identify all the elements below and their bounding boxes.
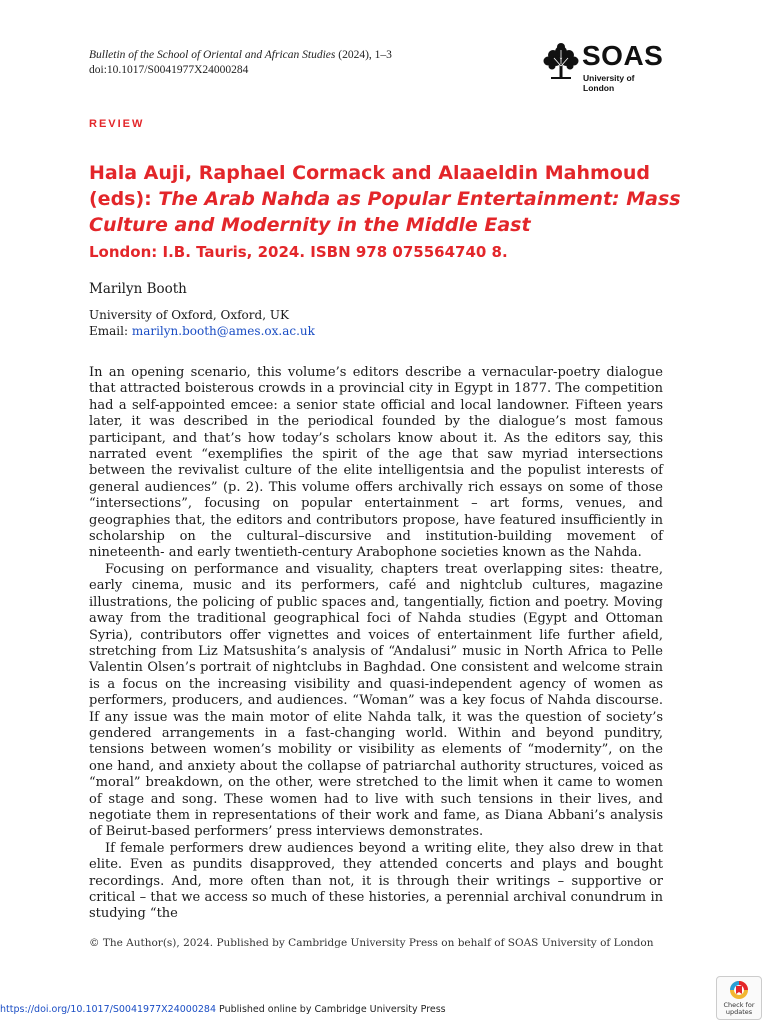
email-label: Email: <box>89 324 132 338</box>
footer-doi <box>0 1004 446 1015</box>
soas-logo <box>542 40 667 93</box>
logo-name: SOAS <box>582 40 664 71</box>
header-doi: doi:10.1017/S0041977X24000284 <box>89 64 249 76</box>
body-paragraph-2: Focusing on performance and visuality, chapters treat overlapping sites: theatre, early cinema, music and its performers, café and nightclub cultures, magazine illustrations, the policing of public spaces and, tangentially, fiction and poetry. Moving away from the traditional geographical foci of Nahda studies (Egypt and Ottoman Syria), contributors offer vignettes and voices of entertainment life further afield, stretching from Liz Matsushita’s analysis of “Andalusi” music in North Africa to Pelle Valentin Olsen’s portrait of nightclubs in Baghdad. One consistent and welcome strain is a focus on the increasing visibility and quasi-independent agency of women as performers, producers, and audiences. “Woman” was a key focus of Nahda discourse. If any issue was the main motor of elite Nahda talk, it was the question of society’s gendered arrangements in a fast-changing world. Within and beyond punditry, tensions between women’s mobility or visibility as elements of “modernity”, on the one hand, and anxiety about the collapse of patriarchal authority structures, voiced as “moral” breakdown, on the other, were stretched to the limit when it came to women of stage and song. These women had to live with such tensions in their lives, and negotiate them in representations of their work and fame, as Diana Abbani’s analysis of Beirut-based performers’ press interviews demonstrates. <box>89 561 663 840</box>
logo-subtitle: University of London <box>583 73 635 93</box>
check-updates-icon <box>729 980 749 1000</box>
affiliation: University of Oxford, Oxford, UK <box>89 308 289 322</box>
email-link[interactable]: marilyn.booth@ames.ox.ac.uk <box>131 324 315 338</box>
title-authors: Hala Auji, Raphael Cormack and Alaaeldin Mahmoud (eds): <box>89 162 650 210</box>
copyright-notice: © The Author(s), 2024. Published by Cambridge University Press on behalf of SOAS University of London <box>89 937 654 949</box>
article-type: REVIEW <box>89 118 145 130</box>
journal-details: (2024), 1–3 <box>335 49 392 61</box>
badge-line-2: updates <box>725 1008 753 1016</box>
title-book: The Arab Nahda as Popular Entertainment: Mass Culture and Modernity in the Middle East <box>89 188 681 236</box>
tree-icon <box>542 42 580 82</box>
doi-link[interactable]: https://doi.org/10.1017/S0041977X24000284 <box>0 1004 217 1015</box>
author-name: Marilyn Booth <box>89 281 187 297</box>
publisher-line: London: I.B. Tauris, 2024. ISBN 978 075564740 8. <box>89 243 508 261</box>
journal-name: Bulletin of the School of Oriental and African Studies <box>89 49 336 61</box>
published-online: Published online by Cambridge University Press <box>216 1004 446 1015</box>
author-affiliation-block <box>89 307 315 339</box>
badge-line-1: Check for <box>723 1001 755 1009</box>
article-body <box>89 365 663 923</box>
body-paragraph-3: If female performers drew audiences beyond a writing elite, they also drew in that elite. Even as pundits disapproved, they attended concerts and plays and bought recordings. And, more often than not, it is through their writings – supportive or critical – that we access so much of these histories, a perennial archival conundrum in studying “the <box>89 840 663 922</box>
check-for-updates-button[interactable] <box>716 976 762 1020</box>
journal-header <box>89 48 392 78</box>
body-paragraph-1: In an opening scenario, this volume’s editors describe a vernacular-poetry dialogue that attracted boisterous crowds in a provincial city in Egypt in 1877. The competition had a self-appointed emcee: a senior state official and local landowner. Fifteen years later, it was described in the periodical founded by the dialogue’s most famous participant, and that’s how today’s scholars know about it. As the editors say, this narrated event “exemplifies the spirit of the age that saw myriad intersections between the revivalist culture of the elite intelligentsia and the populist interests of general audiences” (p. 2). This volume offers archivally rich essays on some of those “intersections”, focusing on popular entertainment – art forms, venues, and geographies that, the editors and contributors propose, have featured insufficiently in scholarship on the cultural–discursive and institution-building movement of nineteenth- and early twentieth-century Arabophone societies known as the Nahda. <box>89 365 663 561</box>
article-title <box>89 160 689 238</box>
